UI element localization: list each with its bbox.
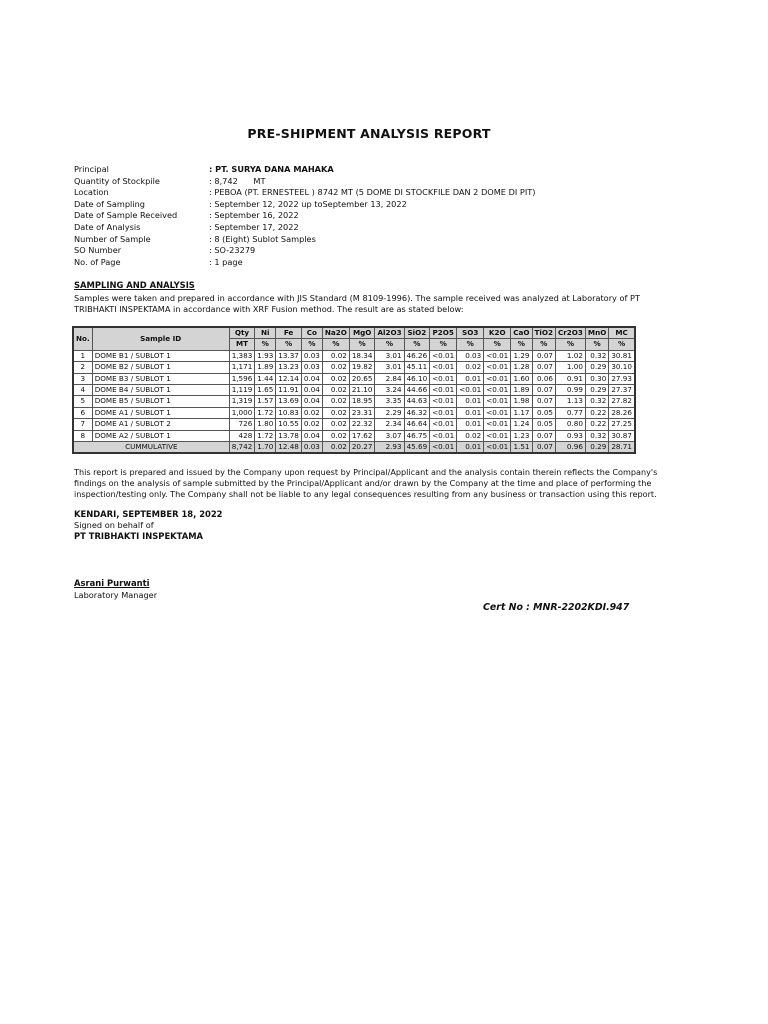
table-cell: 23.31 [349,407,375,418]
table-cell: 0.91 [555,373,585,384]
table-cell: 2.29 [375,407,404,418]
table-cell: <0.01 [430,373,457,384]
table-cell: 27.25 [609,419,635,430]
column-header: P2O5 [430,327,457,339]
table-cell: 0.02 [322,373,349,384]
table-row [73,419,635,430]
table-cell: 0.80 [555,419,585,430]
table-cell: 0.02 [322,407,349,418]
table-cell: <0.01 [430,350,457,361]
info-label: SO Number [74,245,122,256]
total-cell: <0.01 [484,442,511,454]
signer-name: Asrani Purwanti [74,578,150,588]
report-info-block [74,164,535,268]
table-cell: <0.01 [430,396,457,407]
info-value: : SO-23279 [209,245,256,256]
table-cell: 19.82 [349,362,375,373]
table-cell: 8 [73,430,92,441]
table-cell: 0.02 [301,419,322,430]
table-cell: 10.83 [276,407,302,418]
unit-header: % [511,339,532,350]
disclaimer-paragraph: This report is prepared and issued by the Company upon request by Principal/Applicant and the analysis contain therein reflects the Company's findings on the analysis of sample submitted by the Principal/Applicant and/or drawn by the Company at the time and place of performing the inspection/testing only. The Company shall not be liable to any legal consequences resulting from any business or transaction using this report. [74,467,658,500]
table-cell: 44.66 [404,385,430,396]
table-cell: <0.01 [484,362,511,373]
total-cell: 8,742 [229,442,255,454]
column-header: SO3 [457,327,484,339]
table-cell: 1.57 [255,396,276,407]
results-table [72,326,636,454]
table-cell: 27.37 [609,385,635,396]
column-header: SiO2 [404,327,430,339]
table-cell: DOME A1 / SUBLOT 1 [92,407,229,418]
table-cell: DOME B3 / SUBLOT 1 [92,373,229,384]
table-cell: 1,000 [229,407,255,418]
column-header: No. [73,327,92,350]
unit-header: % [532,339,555,350]
table-cell: <0.01 [484,396,511,407]
total-cell: 0.29 [585,442,608,454]
info-label: Number of Sample [74,233,151,244]
table-cell: 0.01 [457,407,484,418]
table-cell: 4 [73,385,92,396]
info-value: : PEBOA (PT. ERNESTEEL ) 8742 MT (5 DOME DI STOCKFILE DAN 2 DOME DI PIT) [209,187,536,198]
table-cell: 0.01 [457,396,484,407]
table-cell: 0.02 [322,430,349,441]
total-cell: 0.02 [322,442,349,454]
table-cell: 46.10 [404,373,430,384]
total-row [73,442,635,454]
table-cell: 12.14 [276,373,302,384]
report-title: PRE-SHIPMENT ANALYSIS REPORT [247,126,491,141]
column-header: Ni [255,327,276,339]
place-date: KENDARI, SEPTEMBER 18, 2022 [74,509,223,519]
table-cell: 0.02 [322,419,349,430]
column-header: Na2O [322,327,349,339]
table-cell: 0.04 [301,396,322,407]
table-cell: <0.01 [484,385,511,396]
signer-role: Laboratory Manager [74,590,158,600]
total-cell: 0.07 [532,442,555,454]
table-cell: 13.37 [276,350,302,361]
info-label: Location [74,187,109,198]
table-row [73,373,635,384]
table-cell: 1.89 [511,385,532,396]
table-cell: 1,596 [229,373,255,384]
table-cell: 0.02 [457,362,484,373]
table-cell: 0.32 [585,430,608,441]
table-cell: 0.02 [322,385,349,396]
table-cell: 18.95 [349,396,375,407]
total-cell: 0.01 [457,442,484,454]
table-cell: 1 [73,350,92,361]
table-cell: 13.78 [276,430,302,441]
table-cell: 46.26 [404,350,430,361]
table-cell: <0.01 [484,373,511,384]
table-cell: 30.87 [609,430,635,441]
table-cell: 0.01 [457,419,484,430]
table-cell: 0.02 [322,362,349,373]
column-header: Fe [276,327,302,339]
table-cell: DOME B2 / SUBLOT 1 [92,362,229,373]
table-cell: 1,119 [229,385,255,396]
table-row [73,350,635,361]
unit-header: % [322,339,349,350]
table-cell: <0.01 [430,385,457,396]
unit-header: % [555,339,585,350]
column-header: Sample ID [92,327,229,350]
table-cell: 0.07 [532,385,555,396]
table-cell: 1.72 [255,430,276,441]
table-cell: 46.64 [404,419,430,430]
table-cell: 1,319 [229,396,255,407]
table-cell: <0.01 [430,362,457,373]
info-row [74,187,535,199]
table-cell: 0.22 [585,407,608,418]
table-cell: 0.32 [585,396,608,407]
table-cell: 17.62 [349,430,375,441]
table-cell: 22.32 [349,419,375,430]
column-header: Co [301,327,322,339]
table-cell: 1.00 [555,362,585,373]
info-value: : September 12, 2022 up toSeptember 13, 2022 [209,198,407,209]
total-cell: 28.71 [609,442,635,454]
company-name: PT TRIBHAKTI INSPEKTAMA [74,531,204,541]
table-cell: 46.75 [404,430,430,441]
table-cell: <0.01 [430,419,457,430]
unit-header: % [349,339,375,350]
table-cell: 0.04 [301,385,322,396]
table-cell: 0.29 [585,385,608,396]
table-cell: 0.07 [532,362,555,373]
signed-on-behalf: Signed on behalf of [74,520,154,530]
table-cell: 2.34 [375,419,404,430]
info-row [74,176,535,188]
table-row [73,396,635,407]
table-cell: <0.01 [457,385,484,396]
unit-header: % [375,339,404,350]
table-cell: 3.24 [375,385,404,396]
table-cell: 1.72 [255,407,276,418]
column-header: Qty [229,327,255,339]
table-cell: 13.69 [276,396,302,407]
table-cell: 3.35 [375,396,404,407]
table-cell: DOME A1 / SUBLOT 2 [92,419,229,430]
intro-paragraph: Samples were taken and prepared in accordance with JIS Standard (M 8109-1996). The sample received was analyzed at Laboratory of PT TRIBHAKTI INSPEKTAMA in accordance with XRF Fusion method. The result are as stated below: [74,293,640,315]
table-cell: 28.26 [609,407,635,418]
table-cell: 0.22 [585,419,608,430]
table-cell: 27.93 [609,373,635,384]
table-cell: 0.07 [532,396,555,407]
total-cell: 12.48 [276,442,302,454]
table-cell: 0.04 [301,430,322,441]
table-cell: 0.07 [532,430,555,441]
table-cell: <0.01 [484,419,511,430]
table-row [73,385,635,396]
table-cell: 30.81 [609,350,635,361]
table-cell: 18.34 [349,350,375,361]
table-cell: 0.02 [322,350,349,361]
table-cell: 1.44 [255,373,276,384]
table-cell: <0.01 [430,407,457,418]
table-cell: 1.80 [255,419,276,430]
info-value: : 1 page [209,256,243,267]
table-row [73,407,635,418]
table-cell: 1.23 [511,430,532,441]
info-row [74,222,535,234]
info-label: Date of Sampling [74,198,145,209]
table-cell: 13.23 [276,362,302,373]
column-header: MnO [585,327,608,339]
cert-number: Cert No : MNR-2202KDI.947 [483,602,630,613]
info-label: Date of Analysis [74,221,141,232]
table-cell: 1.17 [511,407,532,418]
info-label: Quantity of Stockpile [74,175,160,186]
table-cell: 726 [229,419,255,430]
table-cell: 27.82 [609,396,635,407]
info-row [74,234,535,246]
table-cell: 1.02 [555,350,585,361]
info-row [74,257,535,269]
table-cell: 0.99 [555,385,585,396]
table-row [73,430,635,441]
table-cell: 1.98 [511,396,532,407]
info-value: : PT. SURYA DANA MAHAKA [209,164,334,174]
table-cell: <0.01 [484,350,511,361]
table-cell: 0.07 [532,350,555,361]
table-cell: 6 [73,407,92,418]
table-cell: 0.03 [457,350,484,361]
total-cell: 0.96 [555,442,585,454]
table-cell: 3.01 [375,350,404,361]
column-header: MgO [349,327,375,339]
table-cell: 1.65 [255,385,276,396]
total-cell: <0.01 [430,442,457,454]
info-label: Principal [74,164,109,174]
table-cell: 1.24 [511,419,532,430]
total-cell: 1.51 [511,442,532,454]
info-label: No. of Page [74,256,121,267]
table-cell: 11.91 [276,385,302,396]
table-cell: 1.29 [511,350,532,361]
table-cell: 46.32 [404,407,430,418]
table-cell: 3 [73,373,92,384]
table-cell: 1,171 [229,362,255,373]
info-row [74,199,535,211]
total-label: CUMMULATIVE [73,442,229,454]
table-cell: 0.30 [585,373,608,384]
table-cell: 0.01 [457,373,484,384]
unit-header: % [276,339,302,350]
table-cell: <0.01 [484,430,511,441]
table-cell: 0.04 [301,373,322,384]
unit-header: % [609,339,635,350]
table-cell: 1.93 [255,350,276,361]
info-row [74,210,535,222]
table-cell: 0.03 [301,350,322,361]
table-cell: 0.02 [301,407,322,418]
table-cell: 1.13 [555,396,585,407]
info-label: Date of Sample Received [74,210,178,221]
table-cell: 44.63 [404,396,430,407]
unit-header: % [255,339,276,350]
table-cell: 10.55 [276,419,302,430]
table-cell: <0.01 [484,407,511,418]
table-cell: 2 [73,362,92,373]
table-cell: 0.06 [532,373,555,384]
table-cell: 0.29 [585,362,608,373]
table-cell: 1,383 [229,350,255,361]
table-cell: 20.65 [349,373,375,384]
table-cell: 2.84 [375,373,404,384]
info-value: : 8 (Eight) Sublot Samples [209,233,316,244]
info-value: : September 16, 2022 [209,210,299,221]
unit-header: % [404,339,430,350]
table-cell: 1.28 [511,362,532,373]
table-cell: DOME B5 / SUBLOT 1 [92,396,229,407]
unit-header: % [457,339,484,350]
unit-header: MT [229,339,255,350]
unit-header: % [430,339,457,350]
total-cell: 20.27 [349,442,375,454]
table-cell: 0.93 [555,430,585,441]
table-cell: <0.01 [430,430,457,441]
table-cell: 7 [73,419,92,430]
table-cell: 0.03 [301,362,322,373]
section-title: SAMPLING AND ANALYSIS [74,280,195,290]
table-cell: DOME B4 / SUBLOT 1 [92,385,229,396]
unit-header: % [484,339,511,350]
table-cell: 428 [229,430,255,441]
table-cell: 0.02 [457,430,484,441]
column-header: Cr2O3 [555,327,585,339]
info-value: : 8,742 MT [209,175,266,186]
column-header: MC [609,327,635,339]
table-row [73,362,635,373]
unit-header: % [585,339,608,350]
column-header: TiO2 [532,327,555,339]
column-header: Al2O3 [375,327,404,339]
total-cell: 1.70 [255,442,276,454]
total-cell: 45.69 [404,442,430,454]
table-cell: 0.32 [585,350,608,361]
table-cell: DOME A2 / SUBLOT 1 [92,430,229,441]
unit-header: % [301,339,322,350]
table-cell: 30.10 [609,362,635,373]
total-cell: 2.93 [375,442,404,454]
table-cell: 5 [73,396,92,407]
table-cell: DOME B1 / SUBLOT 1 [92,350,229,361]
info-row [74,245,535,257]
info-value: : September 17, 2022 [209,221,299,232]
table-cell: 21.10 [349,385,375,396]
table-cell: 3.07 [375,430,404,441]
table-cell: 3.01 [375,362,404,373]
column-header: K2O [484,327,511,339]
total-cell: 0.03 [301,442,322,454]
table-cell: 0.02 [322,396,349,407]
table-cell: 1.89 [255,362,276,373]
table-cell: 0.77 [555,407,585,418]
table-cell: 0.05 [532,419,555,430]
column-header: CaO [511,327,532,339]
table-cell: 45.11 [404,362,430,373]
info-row [74,164,535,176]
header-row [73,327,635,339]
table-cell: 1.60 [511,373,532,384]
table-cell: 0.05 [532,407,555,418]
